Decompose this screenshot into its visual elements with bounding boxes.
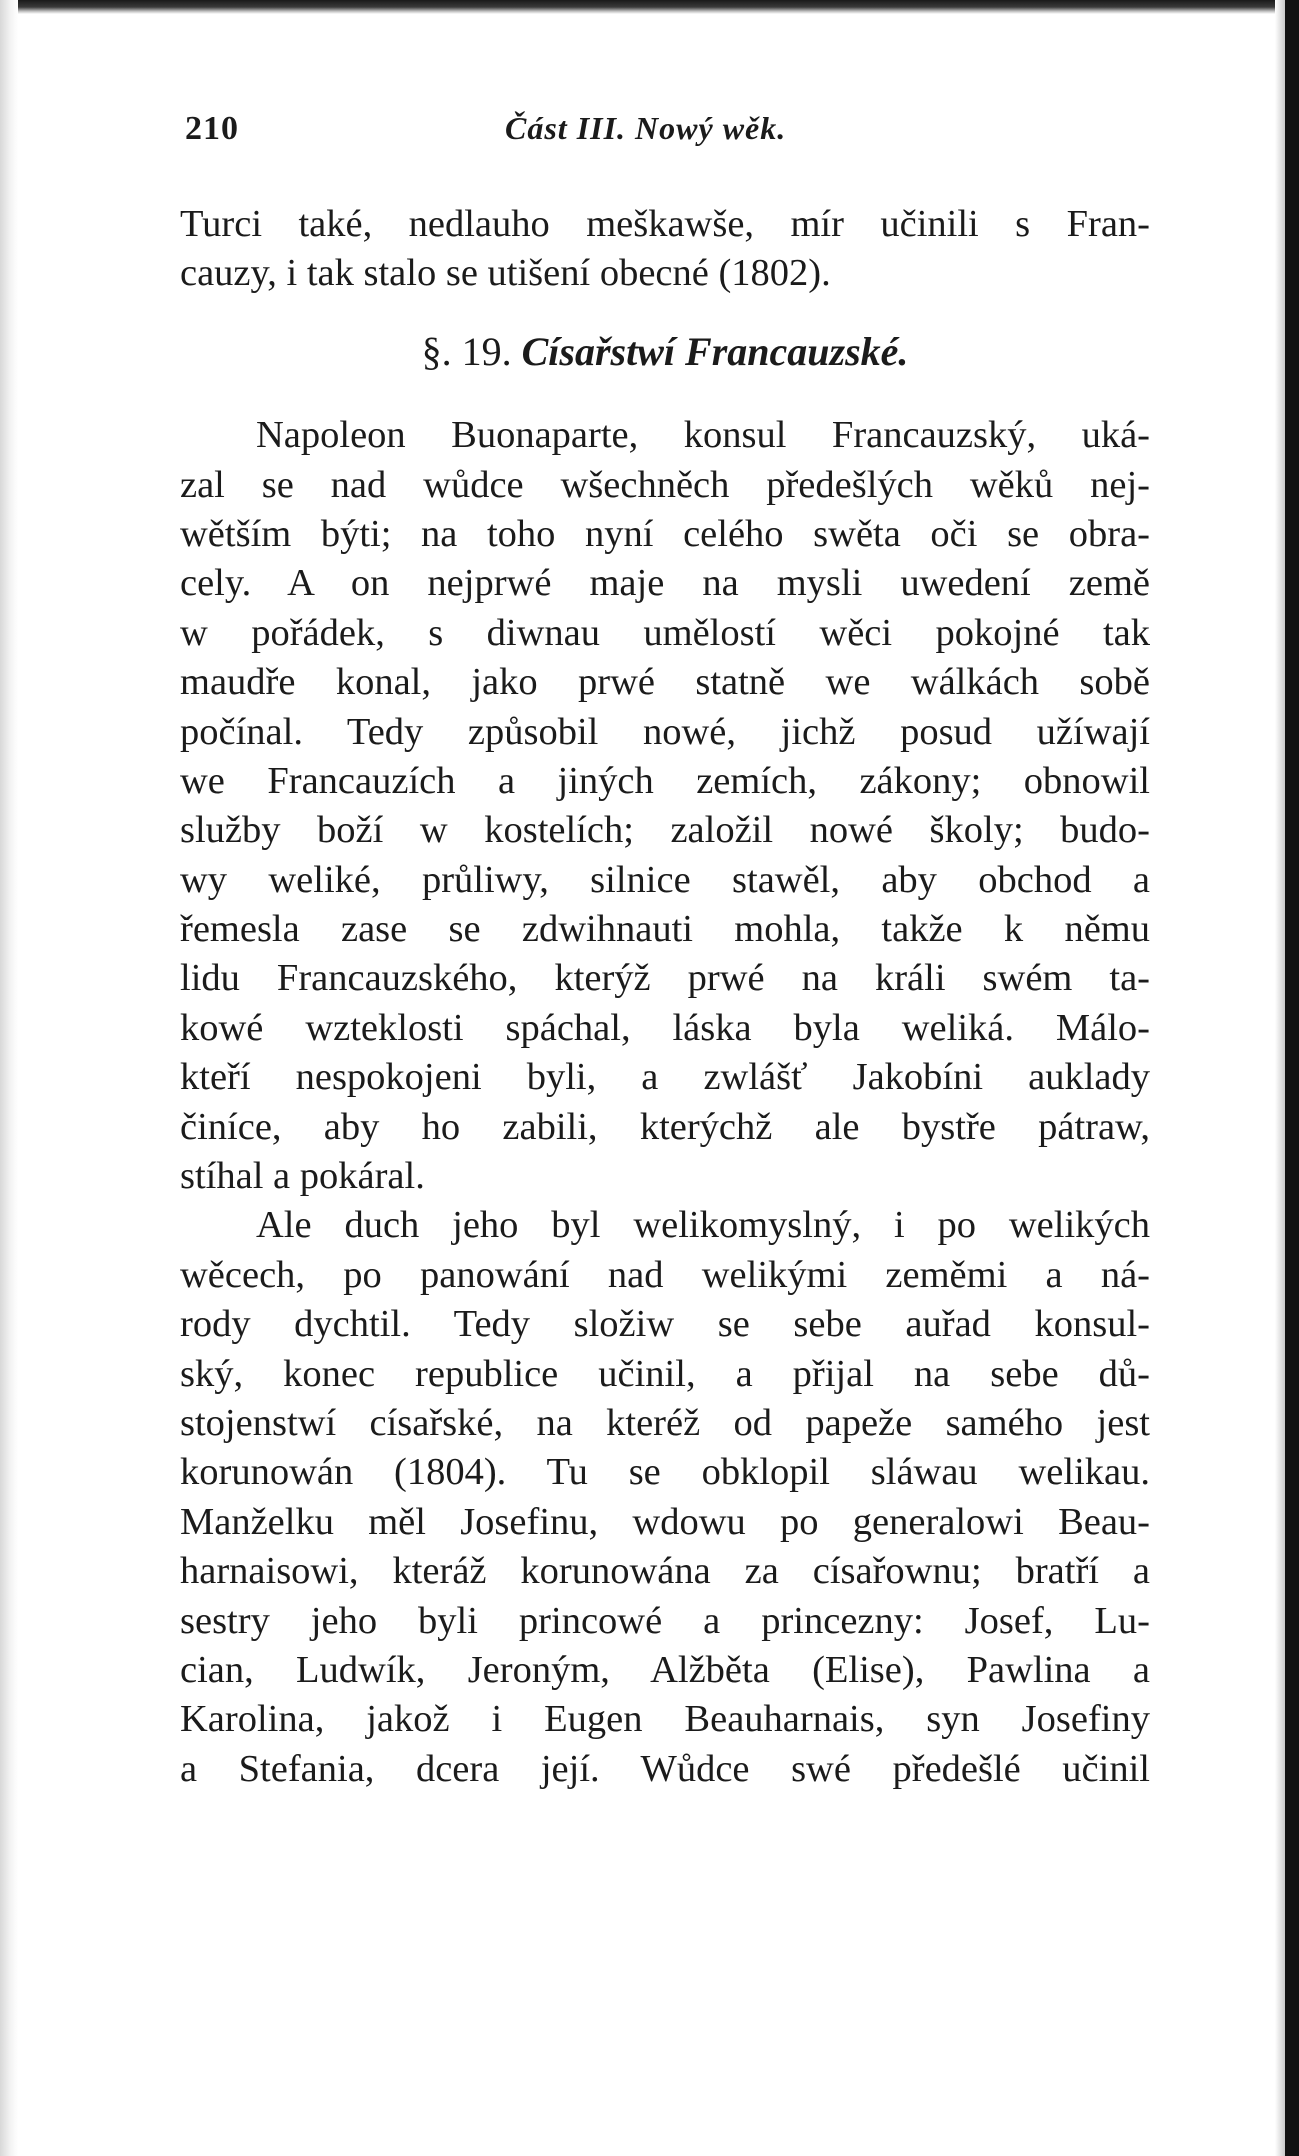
text-line: harnaisowi, kteráž korunowána za císařownu; bratří a	[180, 1550, 1150, 1593]
running-head: Část III. Nowý wěk.	[505, 110, 787, 146]
text-line: Karolina, jakož i Eugen Beauharnais, syn Josefiny	[180, 1698, 1150, 1741]
text-line: Napoleon Buonaparte, konsul Francauzský, uká-	[256, 414, 1150, 457]
text-line: a Stefania, dcera její. Wůdce swé předešlé učinil	[180, 1747, 1150, 1790]
text-line: cely. A on nejprwé maje na mysli uwedení země	[180, 562, 1150, 605]
text-line: sestry jeho byli princowé a princezny: Josef, Lu-	[180, 1599, 1150, 1642]
page-header	[185, 110, 1145, 160]
text-line: w pořádek, s diwnau umělostí wěci pokojné tak	[180, 611, 1150, 654]
paragraph-empire	[180, 1201, 1150, 1794]
text-line: služby boží w kostelích; založil nowé školy; budo-	[180, 809, 1150, 852]
page-body	[180, 200, 1150, 1794]
carryover-paragraph	[180, 200, 1150, 299]
scan-left-edge	[0, 0, 18, 2156]
text-line: cian, Ludwík, Jeroným, Alžběta (Elise), Pawlina a	[180, 1648, 1150, 1691]
text-line: wěcech, po panowání nad welikými zeměmi a ná-	[180, 1253, 1150, 1296]
page-number: 210	[185, 110, 239, 147]
text-line: Manželku měl Josefinu, wdowu po generalowi Beau-	[180, 1500, 1150, 1543]
text-line: činíce, aby ho zabili, kterýchž ale bystře pátraw,	[180, 1105, 1150, 1148]
scan-top-edge	[0, 0, 1285, 14]
text-line: cauzy, i tak stalo se utišení obecné (1802).	[180, 252, 831, 295]
text-line: kteří nespokojeni byli, a zwlášť Jakobíni auklady	[180, 1056, 1150, 1099]
scan-right-page-edge	[1275, 0, 1285, 2156]
text-line: Ale duch jeho byl welikomyslný, i po welikých	[256, 1204, 1150, 1247]
paragraph-napoleon	[180, 411, 1150, 1201]
scan-right-border	[1285, 0, 1299, 2156]
text-line: wy weliké, průliwy, silnice stawěl, aby obchod a	[180, 858, 1150, 901]
text-line: korunowán (1804). Tu se obklopil sláwau welikau.	[180, 1451, 1150, 1494]
text-line: počínal. Tedy způsobil nowé, jichž posud užíwají	[180, 710, 1150, 753]
section-heading	[180, 327, 1150, 376]
text-line: zal se nad wůdce wšechněch předešlých wěků nej-	[180, 463, 1150, 506]
text-line: stíhal a pokáral.	[180, 1155, 425, 1198]
text-line: we Francauzích a jiných zemích, zákony; obnowil	[180, 759, 1150, 802]
text-line: stojenstwí císařské, na kteréž od papeže samého jest	[180, 1401, 1150, 1444]
text-line: maudře konal, jako prwé statně we wálkách sobě	[180, 661, 1150, 704]
text-line: kowé wzteklosti spáchal, láska byla weliká. Málo-	[180, 1006, 1150, 1049]
text-line: rody dychtil. Tedy složiw se sebe auřad konsul-	[180, 1303, 1150, 1346]
text-line: ský, konec republice učinil, a přijal na sebe dů-	[180, 1352, 1150, 1395]
text-line: lidu Francauzského, kterýž prwé na králi swém ta-	[180, 957, 1150, 1000]
text-line: řemesla zase se zdwihnauti mohla, takže k němu	[180, 908, 1150, 951]
section-number: §. 19.	[421, 328, 512, 374]
text-line: wětším býti; na toho nyní celého swěta oči se obra-	[180, 512, 1150, 555]
text-line: Turci také, nedlauho meškawše, mír učinili s Fran-	[180, 203, 1150, 245]
section-title: Císařstwí Francauzské.	[521, 328, 909, 374]
